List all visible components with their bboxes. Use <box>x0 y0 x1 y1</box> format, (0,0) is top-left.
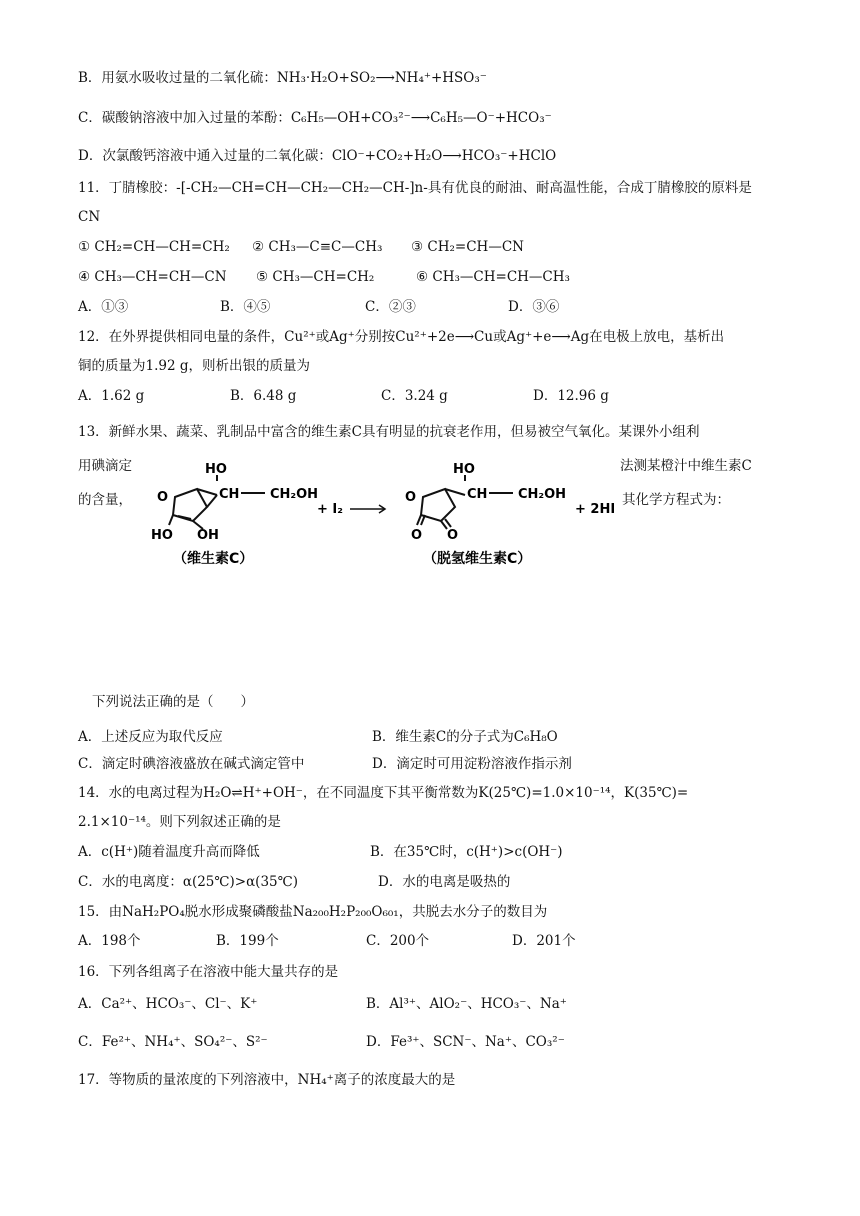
right-o-label: O <box>405 490 417 505</box>
q15-option-d: D．201个 <box>512 933 576 949</box>
q12-option-a: A．1.62 g <box>78 388 145 404</box>
q13-option-c: C．滴定时碘溶液盛放在碱式滴定管中 <box>78 756 305 772</box>
left-molecule-label: （维生素C） <box>173 551 254 565</box>
left-ch2oh-label: CH₂OH <box>270 487 319 502</box>
q13-stem-2a: 用碘滴定 <box>78 458 132 474</box>
q14-option-d: D．水的电离是吸热的 <box>378 874 511 890</box>
q11-item-3: ③ CH₂=CH—CN <box>411 239 524 255</box>
q14-option-b: B．在35℃时，c(H⁺)>c(OH⁻) <box>370 844 563 860</box>
q13-stem-3a: 的含量， <box>78 492 132 508</box>
q12-option-c: C．3.24 g <box>381 388 448 404</box>
q13-question: 下列说法正确的是（ ） <box>92 694 254 710</box>
right-ho-label: HO <box>453 462 475 477</box>
q13-option-d: D．滴定时可用淀粉溶液作指示剂 <box>372 756 572 772</box>
q12-stem-2: 铜的质量为1.92 g，则析出银的质量为 <box>78 358 310 374</box>
q16-option-c: C．Fe²⁺、NH₄⁺、SO₄²⁻、S²⁻ <box>78 1034 268 1050</box>
q12-option-d: D．12.96 g <box>533 388 609 404</box>
left-ho-bottom-1: HO <box>151 528 173 543</box>
q12-stem-1: 12．在外界提供相同电量的条件，Cu²⁺或Ag⁺分别按Cu²⁺+2e⟶Cu或Ag⁺+e⟶Ag在电极上放电，基析出 <box>78 329 725 345</box>
q11-item-4: ④ CH₃—CH=CH—CN <box>78 269 227 285</box>
q11-option-d: D．③⑥ <box>508 299 560 315</box>
right-ch-label: CH <box>467 487 488 502</box>
q13-option-a: A．上述反应为取代反应 <box>78 729 223 745</box>
q15-option-b: B．199个 <box>216 933 279 949</box>
q13-stem-1: 13．新鲜水果、蔬菜、乳制品中富含的维生素C具有明显的抗衰老作用，但易被空气氧化。某课外小组利 <box>78 424 700 440</box>
q11-item-1: ① CH₂=CH—CH=CH₂ <box>78 239 230 255</box>
q14-option-a: A．c(H⁺)随着温度升高而降低 <box>78 844 260 860</box>
q16-option-d: D．Fe³⁺、SCN⁻、Na⁺、CO₃²⁻ <box>366 1034 565 1050</box>
q10-option-b: B．用氨水吸收过量的二氧化硫：NH₃·H₂O+SO₂⟶NH₄⁺+HSO₃⁻ <box>78 70 487 86</box>
q16-option-a: A．Ca²⁺、HCO₃⁻、Cl⁻、K⁺ <box>78 996 258 1012</box>
vitamin-c-structure <box>169 475 265 529</box>
right-molecule-label: （脱氢维生素C） <box>423 551 532 565</box>
q12-option-b: B．6.48 g <box>230 388 297 404</box>
left-ch-label: CH <box>219 487 240 502</box>
vitamin-c-reaction-figure <box>145 455 615 565</box>
q15-option-a: A．198个 <box>78 933 141 949</box>
q10-option-d: D．次氯酸钙溶液中通入过量的二氧化碳：ClO⁻+CO₂+H₂O⟶HCO₃⁻+HClO <box>78 148 557 164</box>
q11-option-a: A．①③ <box>78 299 129 315</box>
q11-stem: 11．丁腈橡胶：-[-CH₂—CH=CH—CH₂—CH₂—CH-]n-具有优良的耐油、耐高温性能，合成丁腈橡胶的原料是 <box>78 180 752 196</box>
q14-stem-1: 14．水的电离过程为H₂O⇌H⁺+OH⁻，在不同温度下其平衡常数为K(25℃)=1.0×10⁻¹⁴，K(35℃)= <box>78 785 689 801</box>
q11-option-c: C．②③ <box>365 299 416 315</box>
product-2hi: + 2HI <box>575 502 615 517</box>
q10-option-c: C．碳酸钠溶液中加入过量的苯酚：C₆H₅—OH+CO₃²⁻⟶C₆H₅—O⁻+HCO₃⁻ <box>78 110 552 126</box>
q16-stem: 16．下列各组离子在溶液中能大量共存的是 <box>78 964 339 980</box>
q11-item-2: ② CH₃—C≡C—CH₃ <box>252 239 383 255</box>
reagent-i2: + I₂ <box>317 502 343 517</box>
reaction-arrow <box>350 505 385 513</box>
right-o-bottom-1: O <box>411 528 423 543</box>
left-o-label: O <box>157 490 169 505</box>
right-o-bottom-2: O <box>447 528 459 543</box>
q15-option-c: C．200个 <box>366 933 430 949</box>
q14-stem-2: 2.1×10⁻¹⁴。则下列叙述正确的是 <box>78 814 281 830</box>
q11-option-b: B．④⑤ <box>220 299 271 315</box>
q13-stem-3b: 其化学方程式为： <box>622 492 730 508</box>
q11-item-6: ⑥ CH₃—CH=CH—CH₃ <box>416 269 570 285</box>
q13-option-b: B．维生素C的分子式为C₆H₈O <box>372 729 558 745</box>
q17-stem: 17．等物质的量浓度的下列溶液中，NH₄⁺离子的浓度最大的是 <box>78 1072 456 1088</box>
q11-item-5: ⑤ CH₃—CH=CH₂ <box>256 269 375 285</box>
q14-option-c: C．水的电离度：α(25℃)>α(35℃) <box>78 874 299 890</box>
q15-stem: 15．由NaH₂PO₄脱水形成聚磷酸盐Na₂₀₀H₂P₂₀₀O₆₀₁，共脱去水分子的数目为 <box>78 904 548 920</box>
q13-stem-2b: 法测某橙汁中维生素C <box>620 458 752 474</box>
left-ho-label: HO <box>205 462 227 477</box>
dehydro-vitamin-c-structure <box>417 475 513 529</box>
q11-stem-cn: CN <box>78 209 101 225</box>
right-ch2oh-label: CH₂OH <box>518 487 567 502</box>
left-oh-bottom-2: OH <box>197 528 219 543</box>
q16-option-b: B．Al³⁺、AlO₂⁻、HCO₃⁻、Na⁺ <box>366 996 567 1012</box>
